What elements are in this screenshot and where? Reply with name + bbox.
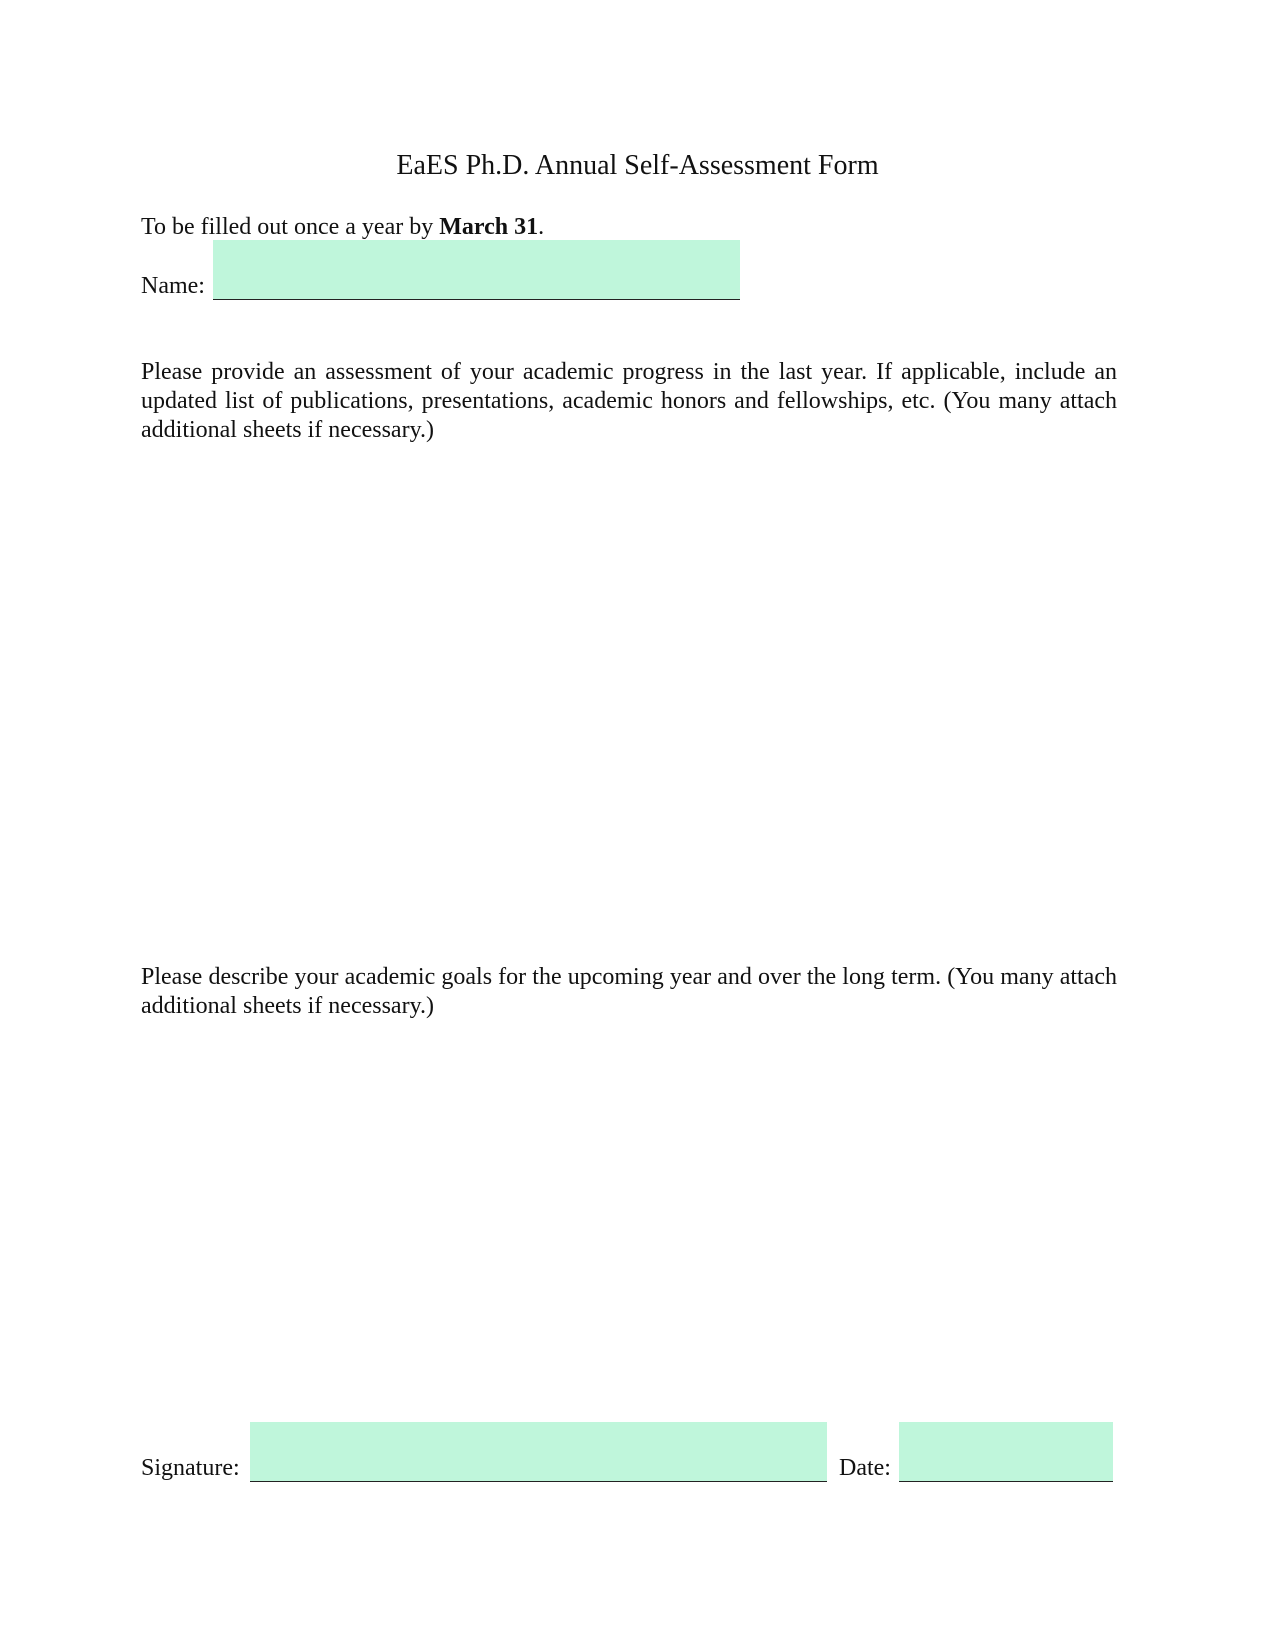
assessment-prompt: Please provide an assessment of your academic progress in the last year. If applicable, include an updated list of publications, presentations, academic honors and fellowships, etc. (You many attach additional sheets if necessary.) — [141, 359, 1117, 443]
goals-prompt: Please describe your academic goals for the upcoming year and over the long term. (You many attach additional sheets if necessary.) — [141, 964, 1117, 1019]
deadline-instruction — [141, 213, 544, 241]
deadline-prefix: To be filled out once a year by — [141, 214, 440, 240]
deadline-date: March 31 — [439, 214, 539, 240]
date-label: Date: — [839, 1455, 891, 1481]
signature-label: Signature: — [141, 1455, 240, 1481]
name-field[interactable] — [213, 240, 740, 300]
signature-field[interactable] — [250, 1422, 827, 1482]
page-title: EaES Ph.D. Annual Self-Assessment Form — [396, 150, 879, 181]
date-field[interactable] — [899, 1422, 1113, 1482]
deadline-suffix: . — [538, 214, 545, 240]
name-label: Name: — [141, 273, 205, 299]
